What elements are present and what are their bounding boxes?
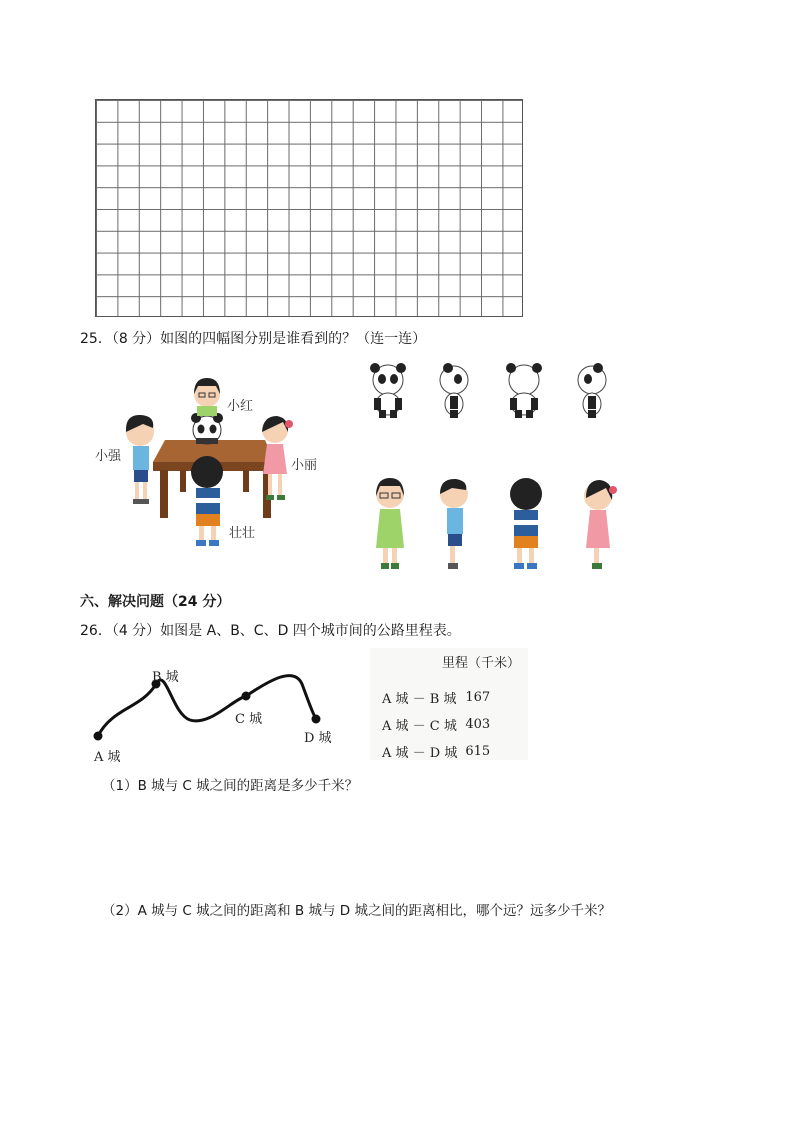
city-route-map	[90, 660, 340, 760]
table-row	[382, 713, 498, 740]
route-cell: A 城 － C 城	[382, 719, 457, 734]
question-26-title: 26．（4 分）如图是 A、B、C、D 四个城市间的公路里程表。	[80, 623, 461, 639]
girl-xiaohong-figure	[194, 378, 220, 416]
city-a-label: A 城	[94, 750, 121, 765]
mileage-table-panel	[370, 648, 528, 760]
question-26-part-1: （1）B 城与 C 城之间的距离是多少千米？	[102, 778, 359, 794]
question-26-part-2: （2）A 城与 C 城之间的距离和 B 城与 D 城之间的距离相比，哪个远？远多少千米？	[102, 903, 611, 919]
boy-back-view	[510, 478, 542, 569]
question-25-title: 25．（8 分）如图的四幅图分别是谁看到的？（连一连）	[80, 331, 427, 347]
label-xiaoli: 小丽	[291, 458, 318, 473]
girl-side-view	[584, 480, 617, 569]
boy-xiaoqiang-figure	[126, 415, 154, 504]
panda-views-row	[362, 362, 622, 420]
city-a-marker	[94, 732, 103, 741]
label-zhuangzhuang: 壮壮	[229, 526, 256, 541]
panda-on-table	[191, 413, 223, 444]
km-cell: 403	[465, 717, 491, 732]
mileage-table-header: 里程（千米）	[442, 656, 521, 671]
city-d-marker	[312, 715, 321, 724]
label-xiaoqiang: 小强	[95, 449, 122, 464]
children-views-row	[362, 476, 622, 574]
section-6-title: 六、解决问题（24 分）	[80, 594, 231, 610]
city-c-label: C 城	[235, 712, 263, 727]
label-xiaohong: 小红	[227, 399, 254, 414]
answer-grid[interactable]	[95, 99, 523, 317]
panda-front-view	[370, 363, 406, 418]
panda-side-view-left	[578, 363, 606, 418]
girl-front-view	[376, 478, 404, 569]
panda-side-view	[440, 363, 468, 418]
panda-back-view	[506, 363, 542, 418]
city-c-marker	[242, 692, 251, 701]
boy-zhuangzhuang-figure	[191, 456, 223, 546]
boy-side-view	[440, 479, 468, 569]
route-cell: A 城 － B 城	[382, 692, 457, 707]
route-cell: A 城 － D 城	[382, 746, 458, 761]
city-b-label: B 城	[152, 670, 179, 685]
city-d-label: D 城	[304, 731, 332, 746]
table-row	[382, 686, 498, 713]
table-row	[382, 740, 498, 767]
mileage-table	[382, 686, 498, 767]
km-cell: 615	[465, 744, 491, 759]
km-cell: 167	[465, 690, 491, 705]
